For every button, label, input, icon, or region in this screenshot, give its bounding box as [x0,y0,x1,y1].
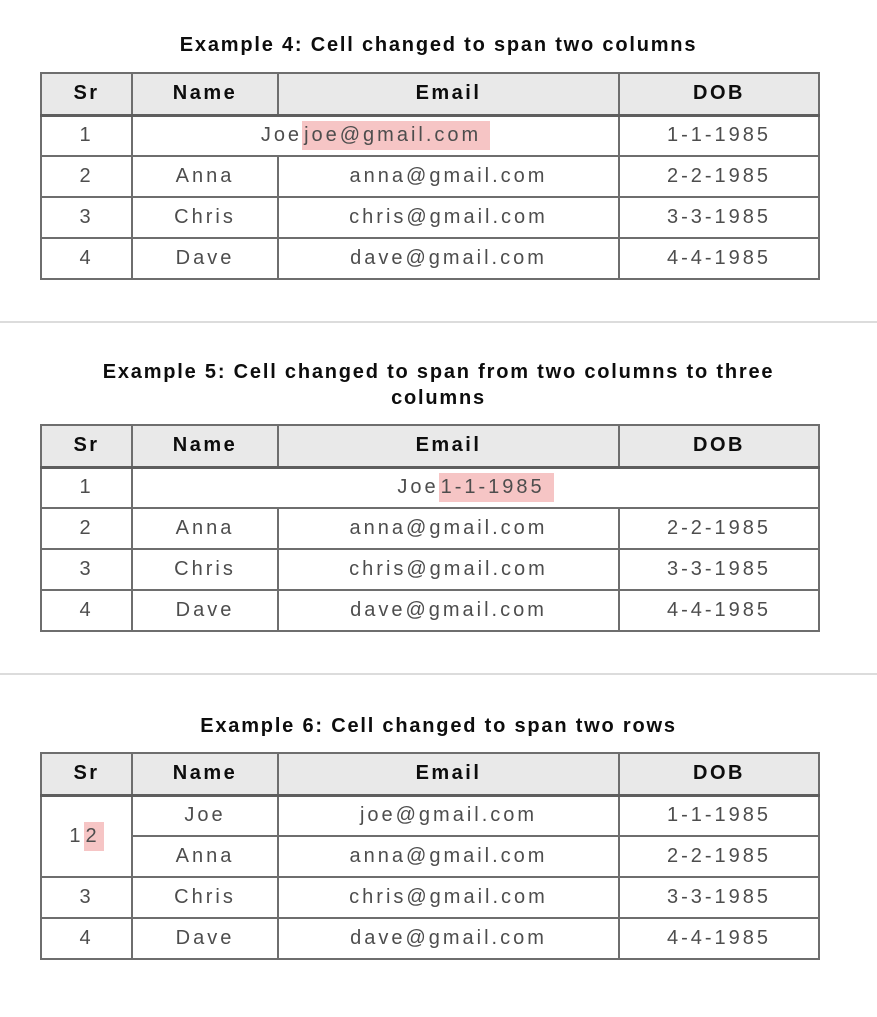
table-row [41,836,819,877]
table-row [41,795,819,836]
column-header-dob: DOB [619,73,819,115]
merged-colspan-cell [132,467,819,508]
section-separator [0,321,877,323]
example-5-title: Example 5: Cell changed to span from two columns to three columns [102,361,775,409]
serial-cell: 3 [41,549,132,590]
serial-cell: 4 [41,238,132,279]
serial-cell: 2 [41,156,132,197]
highlight-mark: joe@gmail.com [302,121,490,150]
highlight-mark: 1-1-1985 [439,473,554,502]
email-cell: anna@gmail.com [278,508,619,549]
example-6-section [0,713,877,960]
header-row [41,73,819,115]
example-4-section [0,32,877,280]
table-row [41,877,819,918]
example-6-title: Example 6: Cell changed to span two rows [200,715,677,737]
name-cell: Anna [132,836,278,877]
example-4-title: Example 4: Cell changed to span two columns [179,34,698,56]
table-row [41,238,819,279]
serial-cell: 3 [41,877,132,918]
column-header-email: Email [278,425,619,467]
email-cell: anna@gmail.com [278,836,619,877]
dob-cell: 2-2-1985 [619,508,819,549]
column-header-email: Email [278,73,619,115]
merged-colspan-cell [132,115,619,156]
name-cell: Anna [132,508,278,549]
merged-rowspan-cell [41,795,132,877]
name-cell: Dave [132,590,278,631]
table-row [41,467,819,508]
header-row [41,425,819,467]
email-cell: anna@gmail.com [278,156,619,197]
column-header-sr: Sr [41,425,132,467]
email-cell: chris@gmail.com [278,877,619,918]
name-cell: Anna [132,156,278,197]
name-cell: Chris [132,549,278,590]
dob-cell: 3-3-1985 [619,877,819,918]
column-header-name: Name [132,425,278,467]
column-header-sr: Sr [41,73,132,115]
header-row [41,753,819,795]
rowspan-cell-prefix: 1 [69,824,84,847]
highlight-mark: 2 [84,822,104,851]
dob-cell: 4-4-1985 [619,918,819,959]
table-row [41,918,819,959]
column-header-email: Email [278,753,619,795]
table-row [41,156,819,197]
table-row [41,197,819,238]
example-6-table [40,752,820,960]
dob-cell: 2-2-1985 [619,836,819,877]
merged-cell-prefix: Joe [397,476,439,499]
email-cell: dave@gmail.com [278,590,619,631]
table-row [41,115,819,156]
serial-cell: 2 [41,508,132,549]
email-cell: dave@gmail.com [278,238,619,279]
table-row [41,590,819,631]
column-header-sr: Sr [41,753,132,795]
example-5-table [40,424,820,632]
email-cell: chris@gmail.com [278,197,619,238]
section-separator [0,673,877,675]
email-cell: dave@gmail.com [278,918,619,959]
table-row [41,508,819,549]
dob-cell: 1-1-1985 [619,115,819,156]
dob-cell: 2-2-1985 [619,156,819,197]
serial-cell: 3 [41,197,132,238]
dob-cell: 1-1-1985 [619,795,819,836]
serial-cell: 1 [41,467,132,508]
dob-cell: 3-3-1985 [619,197,819,238]
email-cell: joe@gmail.com [278,795,619,836]
email-cell: chris@gmail.com [278,549,619,590]
serial-cell: 4 [41,918,132,959]
dob-cell: 4-4-1985 [619,590,819,631]
name-cell: Chris [132,197,278,238]
example-4-table [40,72,820,280]
name-cell: Dave [132,238,278,279]
merged-cell-prefix: Joe [260,124,303,147]
table-row [41,549,819,590]
dob-cell: 4-4-1985 [619,238,819,279]
column-header-dob: DOB [619,753,819,795]
serial-cell: 1 [41,115,132,156]
column-header-name: Name [132,753,278,795]
column-header-name: Name [132,73,278,115]
example-5-section [0,359,877,632]
dob-cell: 3-3-1985 [619,549,819,590]
serial-cell: 4 [41,590,132,631]
column-header-dob: DOB [619,425,819,467]
name-cell: Dave [132,918,278,959]
name-cell: Joe [132,795,278,836]
name-cell: Chris [132,877,278,918]
